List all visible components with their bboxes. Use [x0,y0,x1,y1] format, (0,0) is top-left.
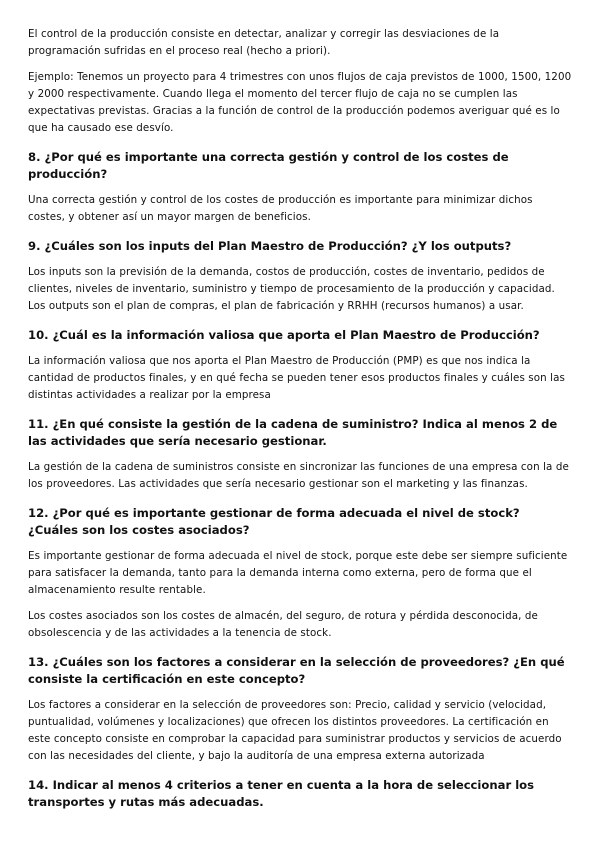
answer-10-paragraph: La información valiosa que nos aporta el Plan Maestro de Producción (PMP) es que nos indica la cantidad de productos finales, y en qué fecha se pueden tener esos productos finales y cuáles son las distintas actividades a realizar por la empresa [28,355,565,401]
intro-paragraph: El control de la producción consiste en detectar, analizar y corregir las desviaciones de la programación sufridas en el proceso real (hecho a priori). [28,28,500,57]
answer-12-paragraph-1: Es importante gestionar de forma adecuada el nivel de stock, porque este debe ser siempre suficiente para satisfacer la demanda, tanto para la demanda interna como externa, pero de forma que el almacenamiento resulte rentable. [28,550,568,596]
question-9-heading: 9. ¿Cuáles son los inputs del Plan Maestro de Producción? ¿Y los outputs? [28,239,512,253]
question-13-heading: 13. ¿Cuáles son los factores a considerar en la selección de proveedores? ¿En qué consiste la certificación en este concepto? [28,655,565,686]
answer-13-paragraph: Los factores a considerar en la selección de proveedores son: Precio, calidad y servicio (velocidad, puntualidad, volúmenes y localizaciones) que ofrecen los distintos proveedores. La certificación en este concepto consiste en comprobar la capacidad para suministrar productos y servicios de acuerdo con las necesidades del cliente, y bajo la auditoría de una empresa externa autorizada [28,699,562,762]
answer-11-paragraph: La gestión de la cadena de suministros consiste en sincronizar las funciones de una empresa con la de los proveedores. Las actividades que sería necesario gestionar son el marketing y las finanzas. [28,461,569,490]
answer-8-paragraph: Una correcta gestión y control de los costes de producción es importante para minimizar dichos costes, y obtener así un mayor margen de beneficios. [28,194,533,223]
question-10-heading: 10. ¿Cuál es la información valiosa que aporta el Plan Maestro de Producción? [28,328,540,342]
answer-9-paragraph: Los inputs son la previsión de la demanda, costos de producción, costes de inventario, pedidos de clientes, niveles de inventario, suministro y tiempo de procesamiento de la producción y capacidad. Los outputs son el plan de compras, el plan de fabricación y RRHH (recursos humanos) a usar. [28,266,555,312]
question-14-heading: 14. Indicar al menos 4 criterios a tener en cuenta a la hora de seleccionar los transportes y rutas más adecuadas. [28,778,535,809]
question-12-heading: 12. ¿Por qué es importante gestionar de forma adecuada el nivel de stock? ¿Cuáles son los costes asociados? [28,506,520,537]
question-11-heading: 11. ¿En qué consiste la gestión de la cadena de suministro? Indica al menos 2 de las actividades que sería necesario gestionar. [28,417,558,448]
question-8-heading: 8. ¿Por qué es importante una correcta gestión y control de los costes de producción? [28,150,509,181]
answer-12-paragraph-2: Los costes asociados son los costes de almacén, del seguro, de rotura y pérdida desconocida, de obsolescencia y de las actividades a la tenencia de stock. [28,610,538,639]
example-paragraph: Ejemplo: Tenemos un proyecto para 4 trimestres con unos flujos de caja previstos de 1000, 1500, 1200 y 2000 respectivamente. Cuando llega el momento del tercer flujo de caja no se cumplen las expectativas previstas. Gracias a la función de control de la producción podemos averiguar qué es lo que ha causado ese desvío. [28,71,572,134]
